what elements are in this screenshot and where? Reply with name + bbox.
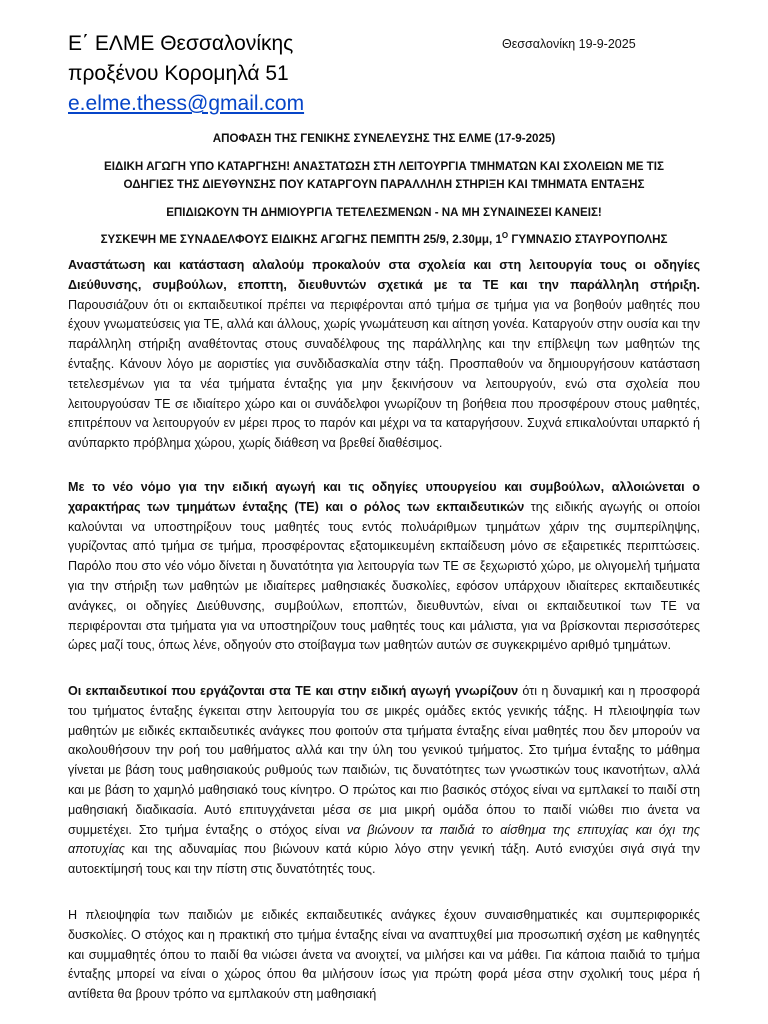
- paragraph-3-lead: Οι εκπαιδευτικοί που εργάζονται στα ΤΕ και στην ειδική αγωγή γνωρίζουν: [68, 684, 519, 698]
- document-date: Θεσσαλονίκη 19-9-2025: [502, 37, 636, 51]
- paragraph-2: [68, 478, 700, 656]
- paragraph-4: [68, 906, 700, 1005]
- paragraph-4-text: Η πλειοψηφία των παιδιών με ειδικές εκπαιδευτικές ανάγκες έχουν συναισθηματικές και συμπεριφορικές δυσκολίες. Ο στόχος και η πρακτική στο τμήμα ένταξης είναι να αναπτυχθεί μια προσωπική σχέση με καθηγητές και συμμαθητές όπου το παιδί θα νιώσει άνετα να ανοιχτεί, να μιλήσει και να μάθει. Για κάποια παιδιά το τμήμα ένταξης μπορεί να είναι ο χώρος όπου θα μιλήσουν ίσως για πρώτη φορά μέσα στην σχολική τους μέρα ή αντίθετα θα βρουν τρόπο να εμπλακούν στη μαθησιακή: [68, 908, 700, 1002]
- meeting-announcement: [60, 231, 708, 248]
- meeting-ordinal: Ο: [501, 231, 509, 241]
- paragraph-2-text: της ειδικής αγωγής οι οποίοι καλούνται να υποστηρίξουν τους μαθητές τους εντός πολυάριθμων τμημάτων χάριν της συμπερίληψης, γυρίζοντας από τμήμα σε τμήμα, προσφέροντας εξατομικευμένη εκπαίδευση μόνο σε εξαιρετικές περιπτώσεις. Παρόλο που στο νέο νόμο δίνεται η δυνατότητα για λειτουργία των ΤΕ σε ξεχωριστό χώρο, με ολιγομελή τμήματα για την στήριξη των μαθητών με ιδιαίτερες μαθησιακές δυσκολίες, εφόσον υπάρχουν ιδιαίτερες εκπαιδευτικές ανάγκες, οι οδηγίες Διεύθυνσης, συμβούλων, εποπτών, διευθυντών, είναι οι εκπαιδευτικοί των ΤΕ να περιφέρονται στα τμήματα για να υποστηρίζουν τους μαθητές τους και μάλιστα, για να βρίσκονται περισσότερες ώρες μαζί τους, όπως λένε, οδηγούν στο στοίβαγμα των μαθητών αυτών σε συγκεκριμένο αριθμό τμημάτων.: [68, 499, 700, 653]
- organization-address: προξένου Κορομηλά 51: [68, 62, 289, 85]
- paragraph-3-italic: να βιώνουν τα παιδιά το αίσθημα της επιτυχίας και όχι της αποτυχίας: [68, 822, 700, 857]
- meeting-venue: ΓΥΜΝΑΣΙΟ ΣΤΑΥΡΟΥΠΟΛΗΣ: [508, 233, 668, 246]
- subtitle-line-1: ΕΙΔΙΚΗ ΑΓΩΓΗ ΥΠΟ ΚΑΤΑΡΓΗΣΗ! ΑΝΑΣΤΑΤΩΣΗ ΣΤΗ ΛΕΙΤΟΥΡΓΙΑ ΤΜΗΜΑΤΩΝ ΚΑΙ ΣΧΟΛΕΙΩΝ ΜΕ ΤΙΣ: [104, 160, 664, 173]
- email-link[interactable]: e.elme.thess@gmail.com: [68, 92, 305, 115]
- decision-title: ΑΠΟΦΑΣΗ ΤΗΣ ΓΕΝΙΚΗΣ ΣΥΝΕΛΕΥΣΗΣ ΤΗΣ ΕΛΜΕ (17-9-2025): [212, 132, 556, 145]
- subtitle-line-2: ΟΔΗΓΙΕΣ ΤΗΣ ΔΙΕΥΘΥΝΣΗΣ ΠΟΥ ΚΑΤΑΡΓΟΥΝ ΠΑΡΑΛΛΗΛΗ ΣΤΗΡΙΞΗ ΚΑΙ ΤΜΗΜΑΤΑ ΕΝΤΑΞΗΣ: [123, 178, 645, 191]
- paragraph-1-text: Παρουσιάζουν ότι οι εκπαιδευτικοί πρέπει να περιφέρονται από τμήμα σε τμήμα για να βοηθούν μαθητές που έχουν γνωματεύσεις για ΤΕ, αλλά και άλλους, χωρίς γνωμάτευση και αίτηση γονέα. Καταργούν στην ουσία και την παράλληλη στήριξη αναθέτοντας στους συναδέλφους της παράλληλης και την επίβλεψη των μαθητών της ένταξης. Κάνουν λόγο με αοριστίες για συνδιδασκαλία στην τάξη. Προσπαθούν να δημιουργήσουν κατάσταση τετελεσμένων για τα νέα τμήματα ένταξης για μην ξεκινήσουν να λειτουργούν, ενώ στα σχολεία που λειτουργούσαν ΤΕ σε ιδιαίτερο χώρο και οι συνάδελφοι γνωρίζουν τη βοήθεια που προσφέρουν στους μαθητές, επιτρέπουν να λειτουργούν εν μέρει προς το παρόν και μέχρι να τα καταργήσουν. Συχνά επικαλούνται υπαρκτό ή ανύπαρκτο πρόβλημα χώρου, χωρίς διάθεση να βρεθεί διαθέσιμος.: [68, 297, 700, 451]
- paragraph-1: [68, 256, 700, 454]
- meeting-text: ΣΥΣΚΕΨΗ ΜΕ ΣΥΝΑΔΕΛΦΟΥΣ ΕΙΔΙΚΗΣ ΑΓΩΓΗΣ ΠΕΜΠΤΗ 25/9, 2.30μμ, 1: [100, 233, 502, 246]
- slogan-title: ΕΠΙΔΙΩΚΟΥΝ ΤΗ ΔΗΜΙΟΥΡΓΙΑ ΤΕΤΕΛΕΣΜΕΝΩΝ - ΝΑ ΜΗ ΣΥΝΑΙΝΕΣΕΙ ΚΑΝΕΙΣ!: [166, 206, 602, 219]
- paragraph-3-text-b: και της αδυναμίας που βιώνουν κατά κύριο λόγο στην γενική τάξη. Αυτό ενισχύει σιγά σιγά την αυτοεκτίμησή τους και την πίστη στις δυνατότητές τους.: [68, 842, 700, 877]
- paragraph-1-lead: Αναστάτωση και κατάσταση αλαλούμ προκαλούν στα σχολεία και στη λειτουργία τους οι οδηγίες Διεύθυνσης, συμβούλων, εποπτη, διευθυντών σχετικά με τα ΤΕ και την παράλληλη στήριξη.: [68, 258, 700, 292]
- paragraph-3: [68, 682, 700, 880]
- paragraph-3-text-a: ότι η δυναμική και η προσφορά του τμήματος ένταξης έγκειται στην λειτουργία του σε μικρές ομάδες εκτός γενικής τάξης. Η πλειοψηφία των μαθητών με ειδικές εκπαιδευτικές ανάγκες που φοιτούν στα τμήματα ένταξης είναι μαθητές που δεν μπορούν να ακολουθήσουν την ροή του μαθήματος αλλά και την ύλη του γενικού τμήματος. Στο τμήμα ένταξης το μάθημα γίνεται με βάση τους μαθησιακούς ρυθμούς των παιδιών, τις δυνατότητες των γνωστικών τους ικανοτήτων, αλλά και με βάση το χαμηλό μαθησιακό τους κίνητρο. Ο πρώτος και πιο βασικός στόχος είναι να εμπλακεί το παιδί στη μαθησιακή διαδικασία. Αυτό επιτυγχάνεται μέσα σε μια μικρή ομάδα όπου το παιδί νιώθει πιο άνετα να συμμετέχει. Στο τμήμα ένταξης ο στόχος είναι: [68, 684, 700, 837]
- paragraph-2-lead: Με το νέο νόμο για την ειδική αγωγή και τις οδηγίες υπουργείου και συμβούλων, αλλοιώνεται ο χαρακτήρας των τμημάτων ένταξης (ΤΕ) και ο ρόλος των εκπαιδευτικών: [68, 480, 700, 514]
- organization-name: Ε΄ ΕΛΜΕ Θεσσαλονίκης: [68, 32, 294, 55]
